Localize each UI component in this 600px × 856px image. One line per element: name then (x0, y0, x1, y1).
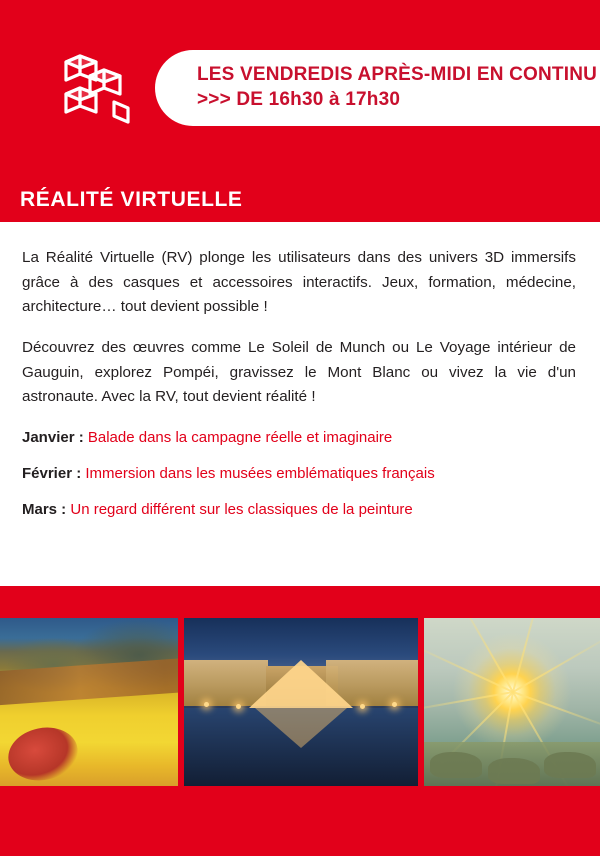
program-month: Janvier : (22, 428, 84, 446)
program-item (22, 462, 576, 485)
program-month: Mars : (22, 501, 67, 519)
cubes-logo-icon (56, 52, 134, 124)
program-month: Février : (22, 465, 82, 482)
paragraph-experiences: Découvrez des œuvres comme Le Soleil de Munch ou Le Voyage intérieur de Gauguin, explorez Pompéi, gravissez le Mont Blanc ou vivez la vie d'un astronaute. Avec la RV, tout devient réalité ! (22, 338, 576, 406)
paragraph-intro: La Réalité Virtuelle (RV) plonge les utilisateurs dans des univers 3D immersifs grâce à des casques et accessoires interactifs. Jeux, formation, médecine, architecture… tout devient possible ! (22, 249, 576, 316)
top-banner (0, 0, 600, 160)
photo-louvre-pyramid (184, 618, 418, 786)
program-item (22, 426, 576, 449)
program-description: Balade dans la campagne réelle et imaginaire (87, 428, 393, 446)
schedule-line-2: >>> DE 16h30 à 17h30 (197, 89, 401, 111)
schedule-pill (155, 50, 600, 126)
image-gallery (0, 618, 600, 786)
painting-gauguin (0, 618, 178, 786)
painting-munch-sun (424, 618, 600, 786)
program-description: Un regard différent sur les classiques de la peinture (70, 501, 413, 519)
program-description: Immersion dans les musées emblématiques français (85, 465, 435, 482)
body-content (0, 222, 600, 586)
program-item (22, 498, 576, 521)
schedule-line-1: LES VENDREDIS APRÈS-MIDI EN CONTINU (197, 64, 598, 86)
page-title: RÉALITÉ VIRTUELLE (20, 188, 243, 211)
